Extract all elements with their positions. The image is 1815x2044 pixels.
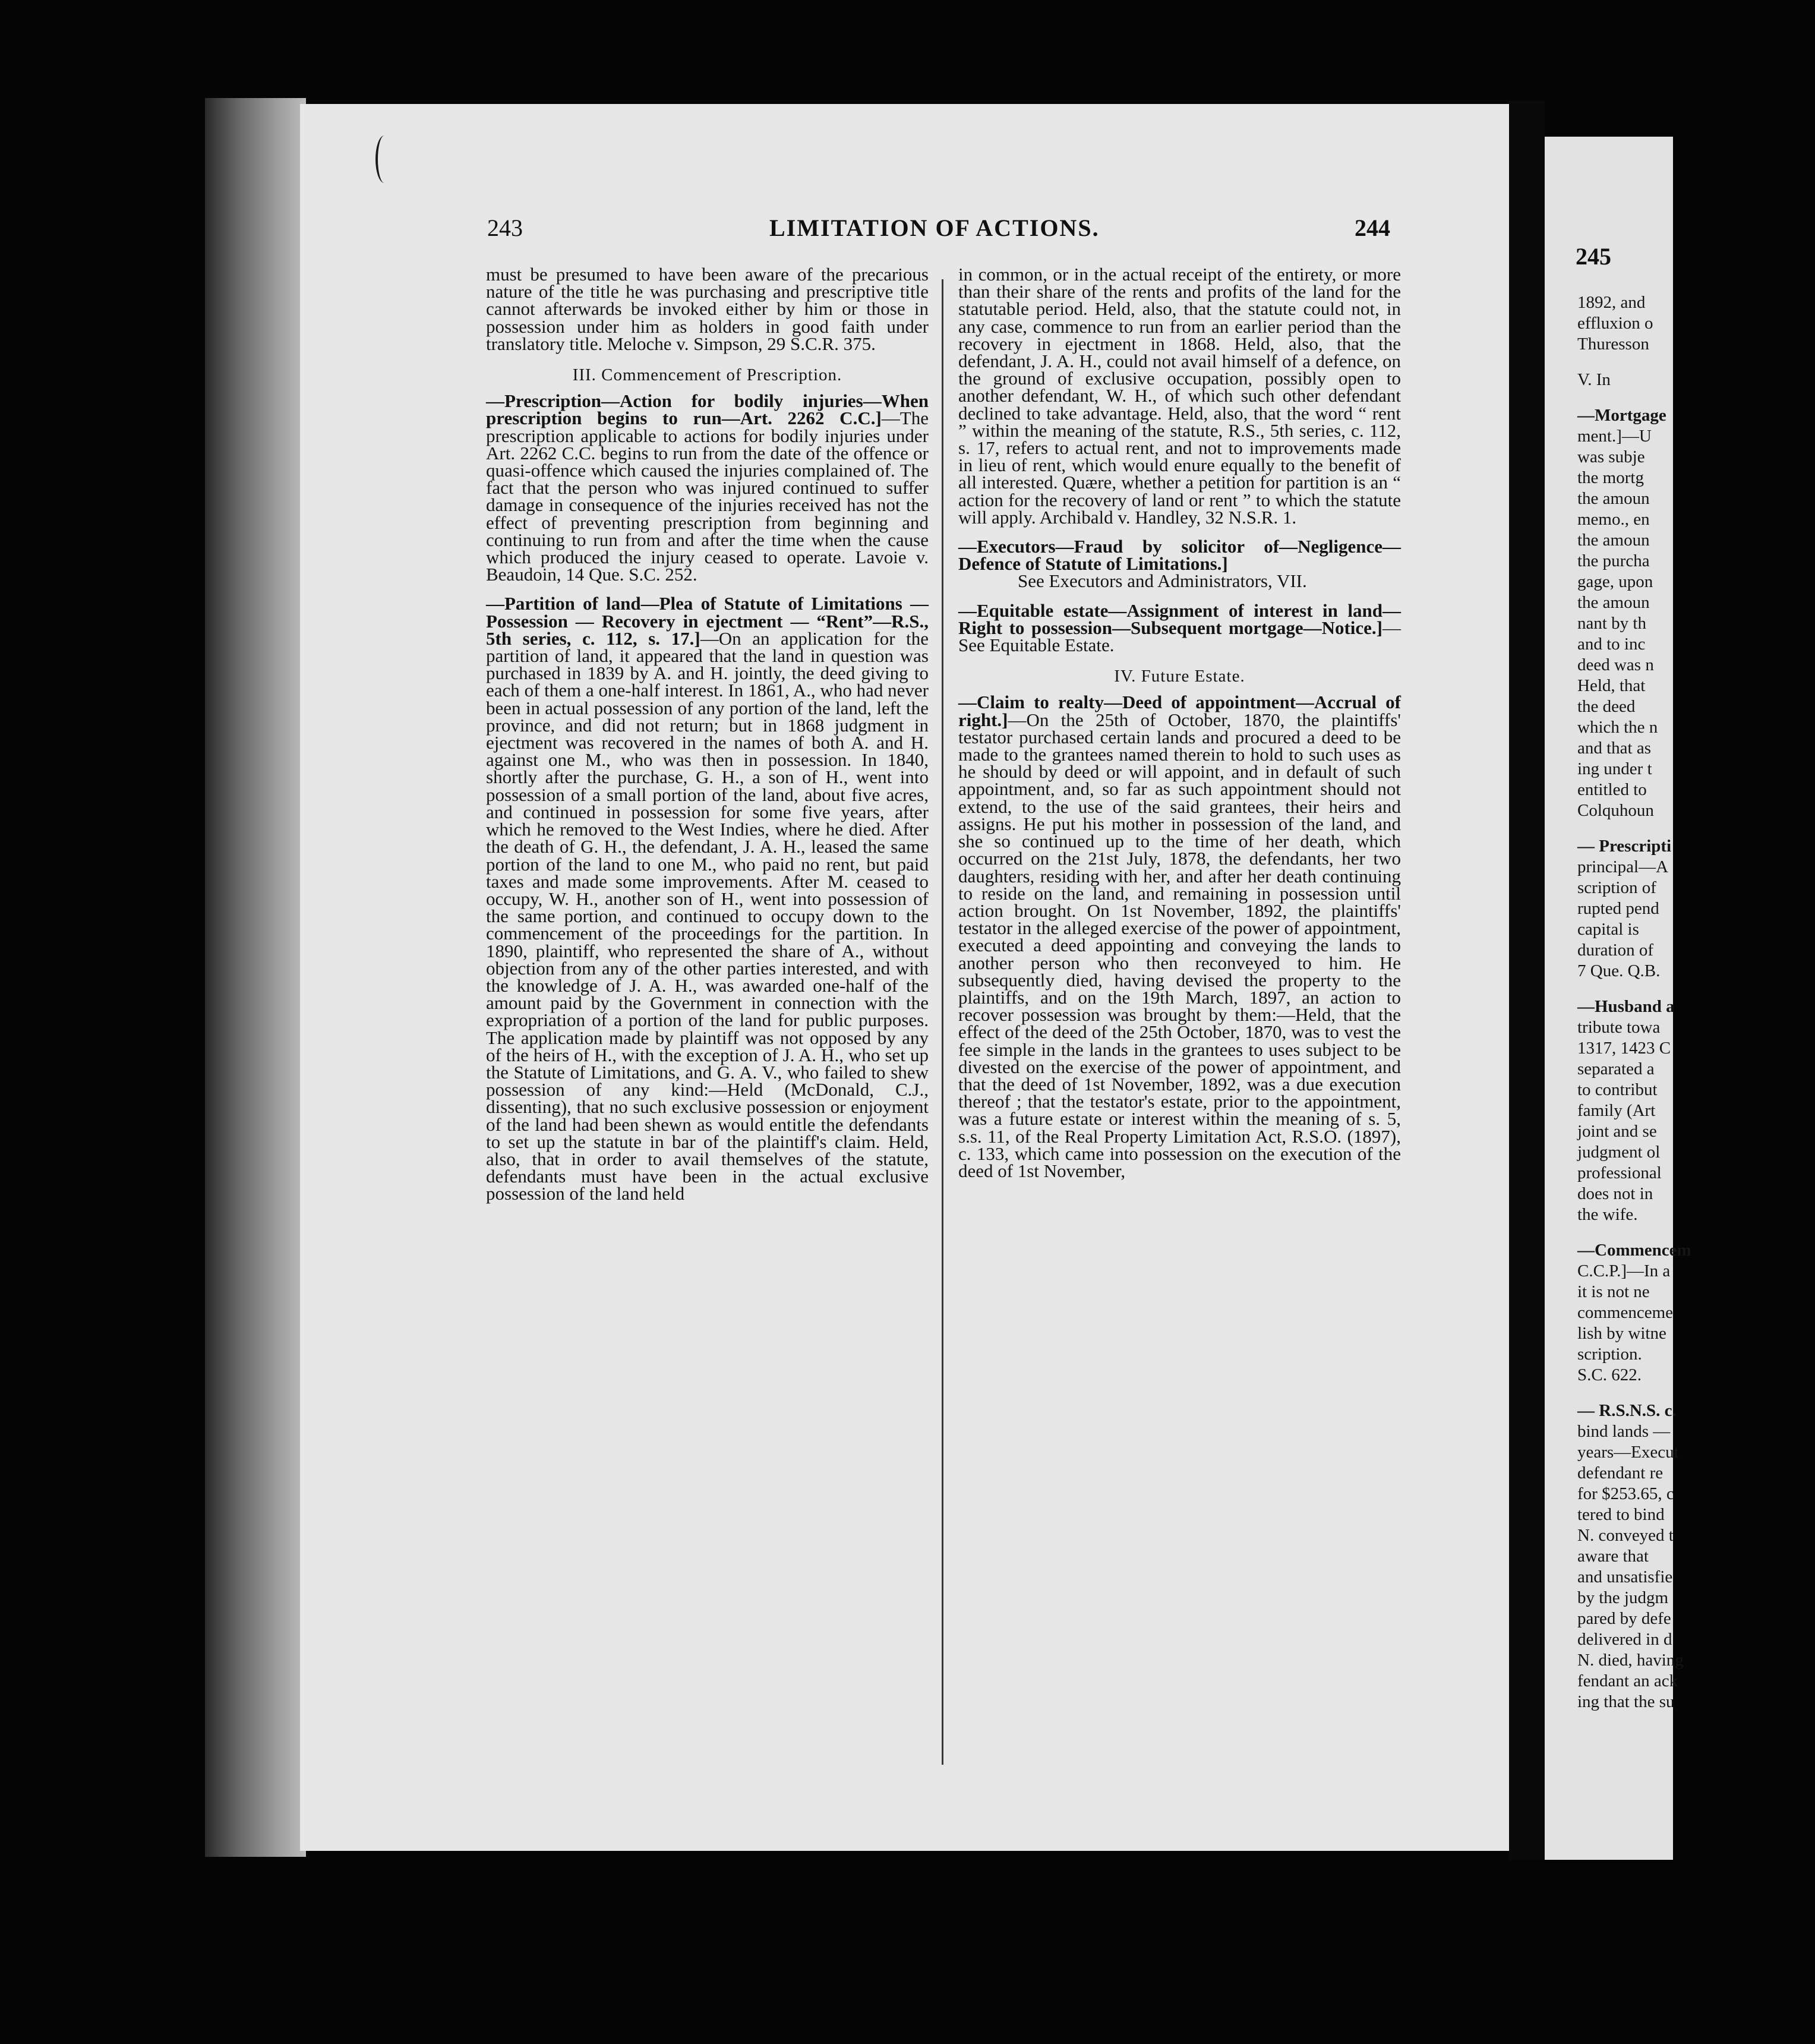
- entry-body: —On the 25th of October, 1870, the plaintiffs' testator purchased certain lands and procured a deed to be made to the grantees named therein to hold to such uses as he should by deed or will appoint, and in default of such appointment, and, so far as such appointment should not extend, to the use of the said grantees, their heirs and assigns. He put his mother in possession of the land, and she so continued up to the time of her death, which occurred on the 21st July, 1878, the defendants, her two daughters, residing with her, and after her death continuing to reside on the land, and remaining in possession until action brought. On 1st November, 1892, the plaintiffs' testator in the alleged exercise of the power of appointment, executed a deed appointing and conveying the lands to another person who then reconveyed to him. He subsequently died, having devised the property to the plaintiffs, and on the 19th March, 1897, an action to recover possession was brought by them:—Held, that the effect of the deed of the 25th October, 1870, was to vest the fee simple in the lands in the grantees to uses subject to be divested on the exercise of the power of appointment, and that the deed of 1st November, 1892, was a due execution thereof ; that the testator's estate, prior to the appointment, was a future estate or interest within the meaning of s. 5, s.s. 11, of the Real Property Limitation Act, R.S.O. (1897), c. 133, which came into possession on the execution of the deed of 1st November,: [958, 709, 1401, 1181]
- adjacent-page-line: ing that the su: [1577, 1692, 1675, 1711]
- adjacent-page-line: principal—A: [1577, 857, 1669, 876]
- column-divider: [942, 279, 943, 1765]
- adjacent-page-line: V. In: [1577, 370, 1611, 389]
- right-column: [958, 266, 1401, 1179]
- adjacent-page-line: the deed: [1577, 697, 1636, 716]
- adjacent-page-line: was subje: [1577, 447, 1645, 466]
- adjacent-page-line: years—Execut: [1577, 1443, 1679, 1462]
- adjacent-page-line: professional: [1577, 1163, 1662, 1182]
- adjacent-page-line: scription.: [1577, 1345, 1642, 1364]
- entry-heading: —Partition of land—Plea of Statute of Limitations — Possession — Recovery in ejectment — “Rent”—R.S., 5th series, c. 112, s. 17.]: [486, 593, 929, 649]
- adjacent-page-line: S.C. 622.: [1577, 1365, 1642, 1384]
- adjacent-page-line: capital is: [1577, 920, 1639, 939]
- adjacent-page-line: nant by th: [1577, 614, 1646, 633]
- adjacent-page-line: the mortg: [1577, 468, 1644, 487]
- right-continuation-paragraph: in common, or in the actual receipt of the entirety, or more than their share of the rents and profits of the land for the statutable period. Held, also, that the statute could not, in any case, commence to run from an earlier period than the recovery in ejectment in 1868. Held, also, that the defendant, J. A. H., could not avail himself of a defence, on the ground of exclusive occupation, possibly open to another defendant, W. H., of which such other defendant declined to take advantage. Held, also, that the word “ rent ” within the meaning of the statute, R.S., 5th series, c. 112, s. 17, refers to actual rent, and not to improvements made in lieu of rent, which would enure equally to the benefit of all interested. Quære, whether a petition for partition is an “ action for the recovery of land or rent ” to which the statute will apply. Archibald v. Handley, 32 N.S.R. 1.: [958, 264, 1401, 528]
- page-number-right: 245: [1576, 243, 1611, 270]
- adjacent-page-line: [1577, 390, 1815, 405]
- adjacent-page-line: C.C.P.]—In a: [1577, 1261, 1671, 1280]
- adjacent-page-line: deed was n: [1577, 655, 1654, 674]
- adjacent-page-line: Held, that: [1577, 676, 1646, 695]
- adjacent-page-line: ment.]—U: [1577, 427, 1652, 446]
- section-heading-iii: III. Commencement of Prescription.: [572, 365, 842, 385]
- adjacent-page-line: commenceme: [1577, 1303, 1674, 1322]
- entry-body: —The prescription applicable to actions for bodily injuries under Art. 2262 C.C. begins to run from the date of the offence or quasi-offence which caused the injuries complained of. The fact that the person who was injured continued to suffer damage in consequence of the injuries received has not the effect of preventing prescription from beginning and continuing to run from and after the time when the cause which produced the injury ceased to operate. Lavoie v. Beaudoin, 14 Que. S.C. 252.: [486, 408, 929, 585]
- adjacent-page-line: [1577, 355, 1815, 370]
- adjacent-page-line: separated a: [1577, 1059, 1655, 1078]
- adjacent-page-line: duration of: [1577, 941, 1654, 960]
- entry-equitable-estate: [958, 602, 1401, 654]
- section-heading-iv: IV. Future Estate.: [1114, 667, 1245, 686]
- adjacent-page-line: lish by witne: [1577, 1324, 1666, 1343]
- adjacent-page-line: defendant re: [1577, 1463, 1664, 1482]
- adjacent-page: [1545, 137, 1691, 1860]
- adjacent-page-line: effluxion o: [1577, 314, 1653, 333]
- adjacent-page-line: delivered in d: [1577, 1630, 1672, 1649]
- adjacent-page-line: the amoun: [1577, 489, 1650, 508]
- adjacent-page-line: the wife.: [1577, 1205, 1638, 1224]
- adjacent-page-line: to contribut: [1577, 1080, 1658, 1099]
- adjacent-page-line: entitled to: [1577, 780, 1647, 799]
- entry-heading: —Claim to realty—Deed of appointment—Accrual of right.]: [958, 692, 1401, 730]
- entry-heading: —Equitable estate—Assignment of interest in land—Right to possession—Subsequent mortgage—Notice.]: [958, 600, 1401, 638]
- adjacent-page-line: fendant an ack: [1577, 1671, 1678, 1690]
- left-intro-paragraph: must be presumed to have been aware of the precarious nature of the title he was purchasing and prescriptive title cannot afterwards be invoked either by him or those in possession under him as holders in good faith under translatory title. Meloche v. Simpson, 29 S.C.R. 375.: [486, 264, 929, 354]
- adjacent-page-line: —Commencem: [1577, 1241, 1691, 1260]
- entry-body: —On an application for the partition of land, it appeared that the land in question was purchased in 1839 by A. and H. jointly, the deed giving to each of them a one-half interest. In 1861, A., who had never been in actual possession of any portion of the land, left the province, and did not return; but in 1868 judgment in ejectment was recovered in the names of both A. and H. against one M., who was then in possession. In 1840, shortly after the purchase, G. H., a son of H., went into possession of a small portion of the land, about five acres, and continued in possession for some five years, after which he removed to the West Indies, where he died. After the death of G. H., the defendant, J. A. H., leased the same portion of the land to one M., who paid no rent, but paid taxes and made some improvements. After M. ceased to occupy, W. H., another son of H., went into possession of the same portion, and continued to occupy down to the commencement of the proceedings for the partition. In 1890, plaintiff, who represented the share of A., without objection from any of the other parties interested, and with the knowledge of J. A. H., was awarded one-half of the amount paid by the Government in connection with the expropriation of a portion of the land for public purposes. The application made by plaintiff was not opposed by any of the heirs of H., with the exception of J. A. H., who set up the Statute of Limitations, and G. A. V., who failed to shew possession of any kind:—Held (McDonald, C.J., dissenting), that no such exclusive possession or enjoyment of the land had been shewn as would entitle the defendants to set up the statute in bar of the plaintiff's claim. Held, also, that in order to avail themselves of the statute, defendants must have been in the actual exclusive possession of the land held: [486, 627, 929, 1204]
- adjacent-page-line: [1577, 821, 1815, 836]
- adjacent-page-line: joint and se: [1577, 1122, 1657, 1141]
- adjacent-page-line: which the n: [1577, 718, 1658, 737]
- adjacent-page-line: pared by defe: [1577, 1609, 1671, 1628]
- adjacent-page-line: memo., en: [1577, 510, 1650, 529]
- adjacent-page-line: the amoun: [1577, 593, 1650, 612]
- adjacent-page-line: and unsatisfie: [1577, 1567, 1673, 1586]
- entry-executors-heading: —Executors—Fraud by solicitor of—Negligence—Defence of Statute of Limitations.]: [958, 536, 1401, 575]
- adjacent-page-line: it is not ne: [1577, 1282, 1650, 1301]
- adjacent-page-line: and that as: [1577, 739, 1652, 758]
- adjacent-page-line: ing under t: [1577, 759, 1652, 778]
- adjacent-page-line: —Husband a: [1577, 997, 1675, 1016]
- adjacent-page-line: Thuresson: [1577, 335, 1649, 354]
- left-column: [486, 266, 929, 1203]
- adjacent-page-line: does not in: [1577, 1184, 1653, 1203]
- adjacent-page-line: 7 Que. Q.B.: [1577, 961, 1661, 980]
- adjacent-page-line: 1317, 1423 C: [1577, 1039, 1671, 1058]
- adjacent-page-line: aware that: [1577, 1547, 1649, 1566]
- entry-see: —See Equitable Estate.: [958, 617, 1401, 656]
- adjacent-page-line: judgment ol: [1577, 1143, 1661, 1162]
- entry-executors-see: See Executors and Administrators, VII.: [1018, 570, 1307, 592]
- book-gutter: [1509, 101, 1545, 1860]
- page-number-middle: 244: [1355, 215, 1390, 241]
- adjacent-page-line: the purcha: [1577, 551, 1650, 570]
- book-page-edges: [205, 98, 306, 1857]
- adjacent-page-line: [1577, 982, 1815, 996]
- adjacent-page-line: the amoun: [1577, 531, 1650, 550]
- adjacent-page-line: for $253.65, c: [1577, 1484, 1674, 1503]
- adjacent-page-line: — Prescripti: [1577, 837, 1672, 856]
- adjacent-page-line: [1577, 1225, 1815, 1240]
- adjacent-page-line: —Mortgage: [1577, 406, 1666, 425]
- adjacent-page-line: tribute towa: [1577, 1018, 1661, 1037]
- adjacent-page-text: [1577, 292, 1815, 1712]
- adjacent-page-line: N. died, having: [1577, 1651, 1684, 1670]
- adjacent-page-line: and to inc: [1577, 635, 1646, 654]
- adjacent-page-line: tered to bind: [1577, 1505, 1665, 1524]
- adjacent-page-line: gage, upon: [1577, 572, 1653, 591]
- entry-heading: —Prescription—Action for bodily injuries—When prescription begins to run—Art. 2262 C.C.]: [486, 390, 929, 429]
- entry-prescription-bodily-injuries: [486, 392, 929, 583]
- adjacent-page-line: scription of: [1577, 878, 1656, 897]
- adjacent-page-line: rupted pend: [1577, 899, 1659, 918]
- adjacent-page-line: family (Art: [1577, 1101, 1656, 1120]
- adjacent-page-line: N. conveyed t: [1577, 1526, 1674, 1545]
- adjacent-page-line: bind lands —: [1577, 1422, 1671, 1441]
- entry-claim-to-realty: [958, 693, 1401, 1179]
- adjacent-page-line: Colquhoun: [1577, 801, 1654, 820]
- entry-partition-of-land: [486, 595, 929, 1202]
- adjacent-page-line: [1577, 1386, 1815, 1400]
- adjacent-page-line: — R.S.N.S. c.: [1577, 1401, 1677, 1420]
- running-title: LIMITATION OF ACTIONS.: [769, 215, 1100, 241]
- page-number-left: 243: [487, 215, 523, 241]
- adjacent-page-line: by the judgm: [1577, 1588, 1669, 1607]
- pencil-bracket-mark: [375, 135, 393, 183]
- adjacent-page-line: 1892, and: [1577, 293, 1646, 312]
